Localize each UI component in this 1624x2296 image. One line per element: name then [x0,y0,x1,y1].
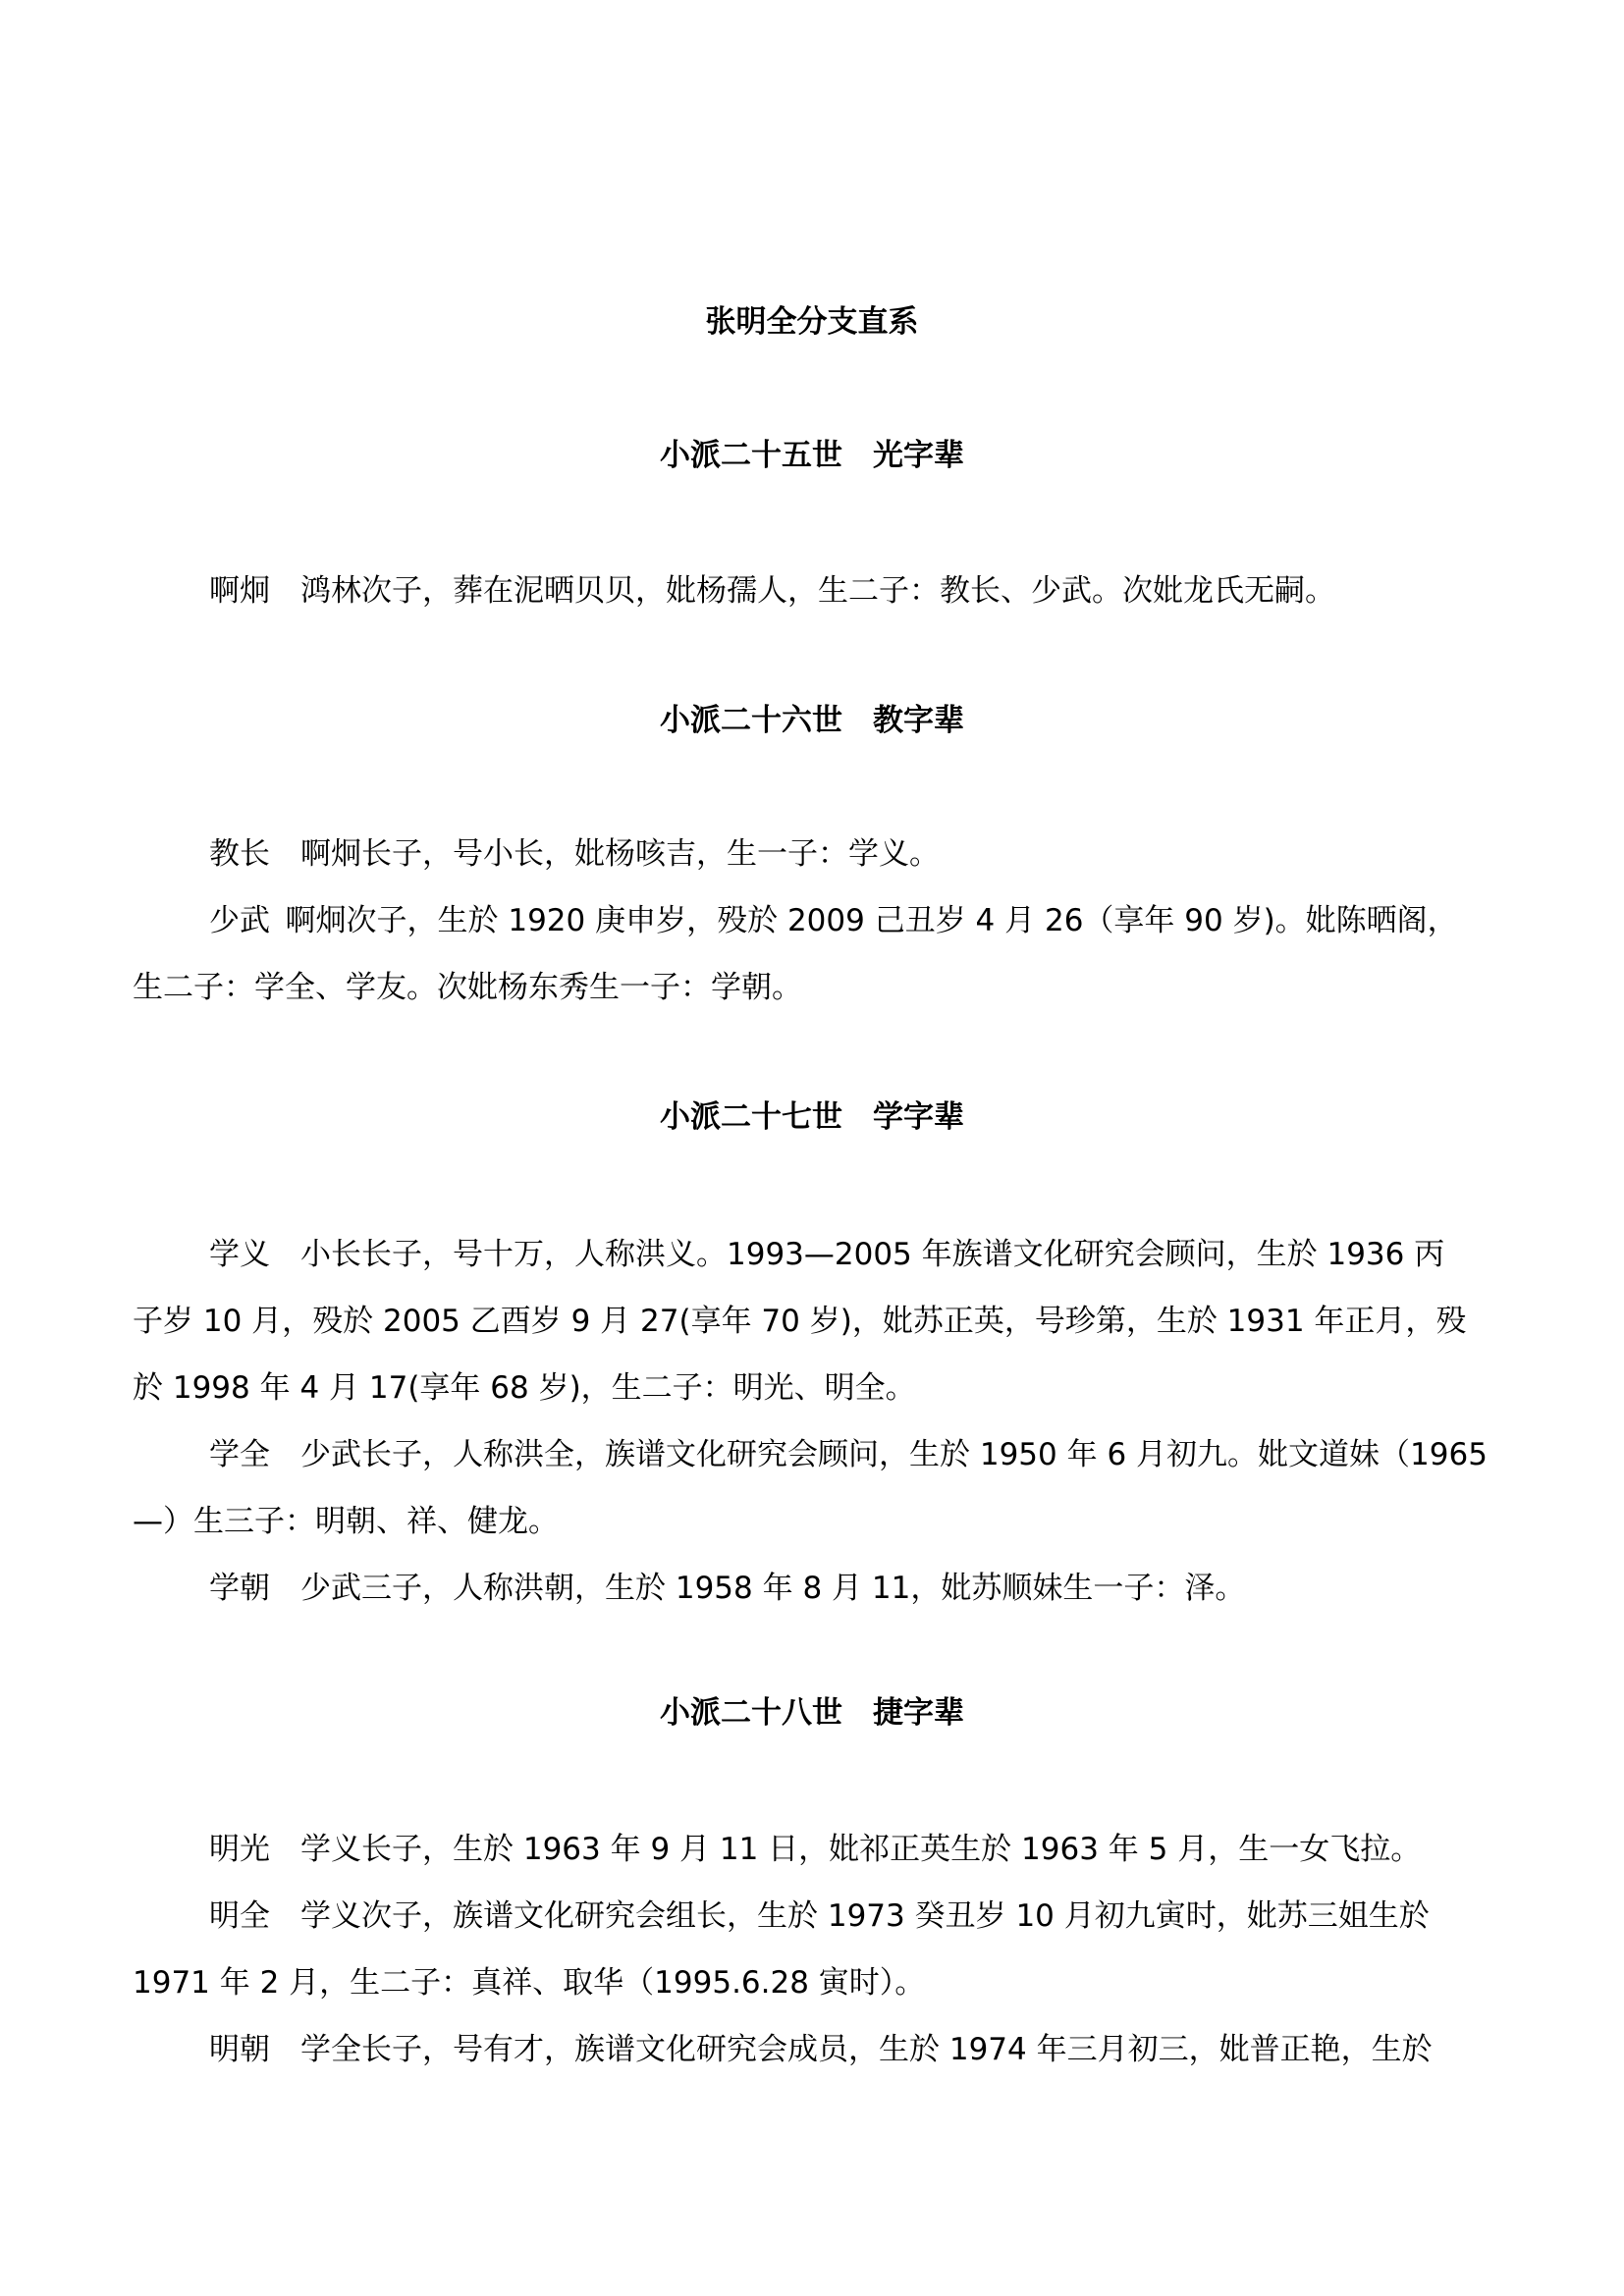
entry-line: 少武 啊炯次子，生於 1920 庚申岁，殁於 2009 己丑岁 4 月 26（享年 90 岁)。妣陈晒阁， [209,903,1458,938]
entry-line: —）生三子：明朝、祥、健龙。 [133,1504,559,1539]
section-heading: 小派二十八世 捷字辈 [660,1695,964,1731]
entry-line: 明朝 学全长子，号有才，族谱文化研究会成员，生於 1974 年三月初三，妣普正艳，生於 [209,2032,1433,2067]
genealogy-entry [209,821,1603,887]
entry-line: 1971 年 2 月，生二子：真祥、取华（1995.6.28 寅时）。 [133,1965,926,2001]
genealogy-entry [133,1421,1603,1555]
section-heading: 小派二十五世 光字辈 [660,438,964,473]
section-heading: 小派二十七世 学字辈 [660,1099,964,1135]
entry-line: 学义 小长长子，号十万，人称洪义。1993—2005 年族谱文化研究会顾问，生於 1936 丙 [209,1237,1445,1272]
genealogy-entry [209,1555,1603,1622]
genealogy-entry [209,1816,1603,1883]
genealogy-entry [209,2016,1603,2083]
entry-line: 学全 少武长子，人称洪全，族谱文化研究会顾问，生於 1950 年 6 月初九。妣文道妹（1965 [209,1437,1488,1472]
entry-line: 子岁 10 月，殁於 2005 乙酉岁 9 月 27(享年 70 岁)，妣苏正英，号珍第，生於 1931 年正月，殁 [133,1304,1467,1339]
entry-line: 於 1998 年 4 月 17(享年 68 岁)，生二子：明光、明全。 [133,1370,916,1406]
genealogy-entry [133,1221,1603,1421]
entry-line: 教长 啊炯长子，号小长，妣杨咳吉，生一子：学义。 [209,836,940,872]
entry-line: 明光 学义长子，生於 1963 年 9 月 11 日，妣祁正英生於 1963 年 5 月，生一女飞拉。 [209,1832,1422,1867]
entry-line: 明全 学义次子，族谱文化研究会组长，生於 1973 癸丑岁 10 月初九寅时，妣苏三姐生於 [209,1898,1430,1934]
document-title: 张明全分支直系 [705,304,919,340]
entry-line: 生二子：学全、学友。次妣杨东秀生一子：学朝。 [133,970,802,1005]
entry-line: 学朝 少武三子，人称洪朝，生於 1958 年 8 月 11，妣苏顺妹生一子：泽。 [209,1571,1246,1606]
genealogy-entry [133,1883,1603,2016]
genealogy-entry [133,887,1603,1021]
genealogy-entry [209,558,1603,624]
section-heading: 小派二十六世 教字辈 [660,703,964,738]
entry-line: 啊炯 鸿林次子，葬在泥晒贝贝，妣杨孺人，生二子：教长、少武。次妣龙氏无嗣。 [209,573,1335,609]
